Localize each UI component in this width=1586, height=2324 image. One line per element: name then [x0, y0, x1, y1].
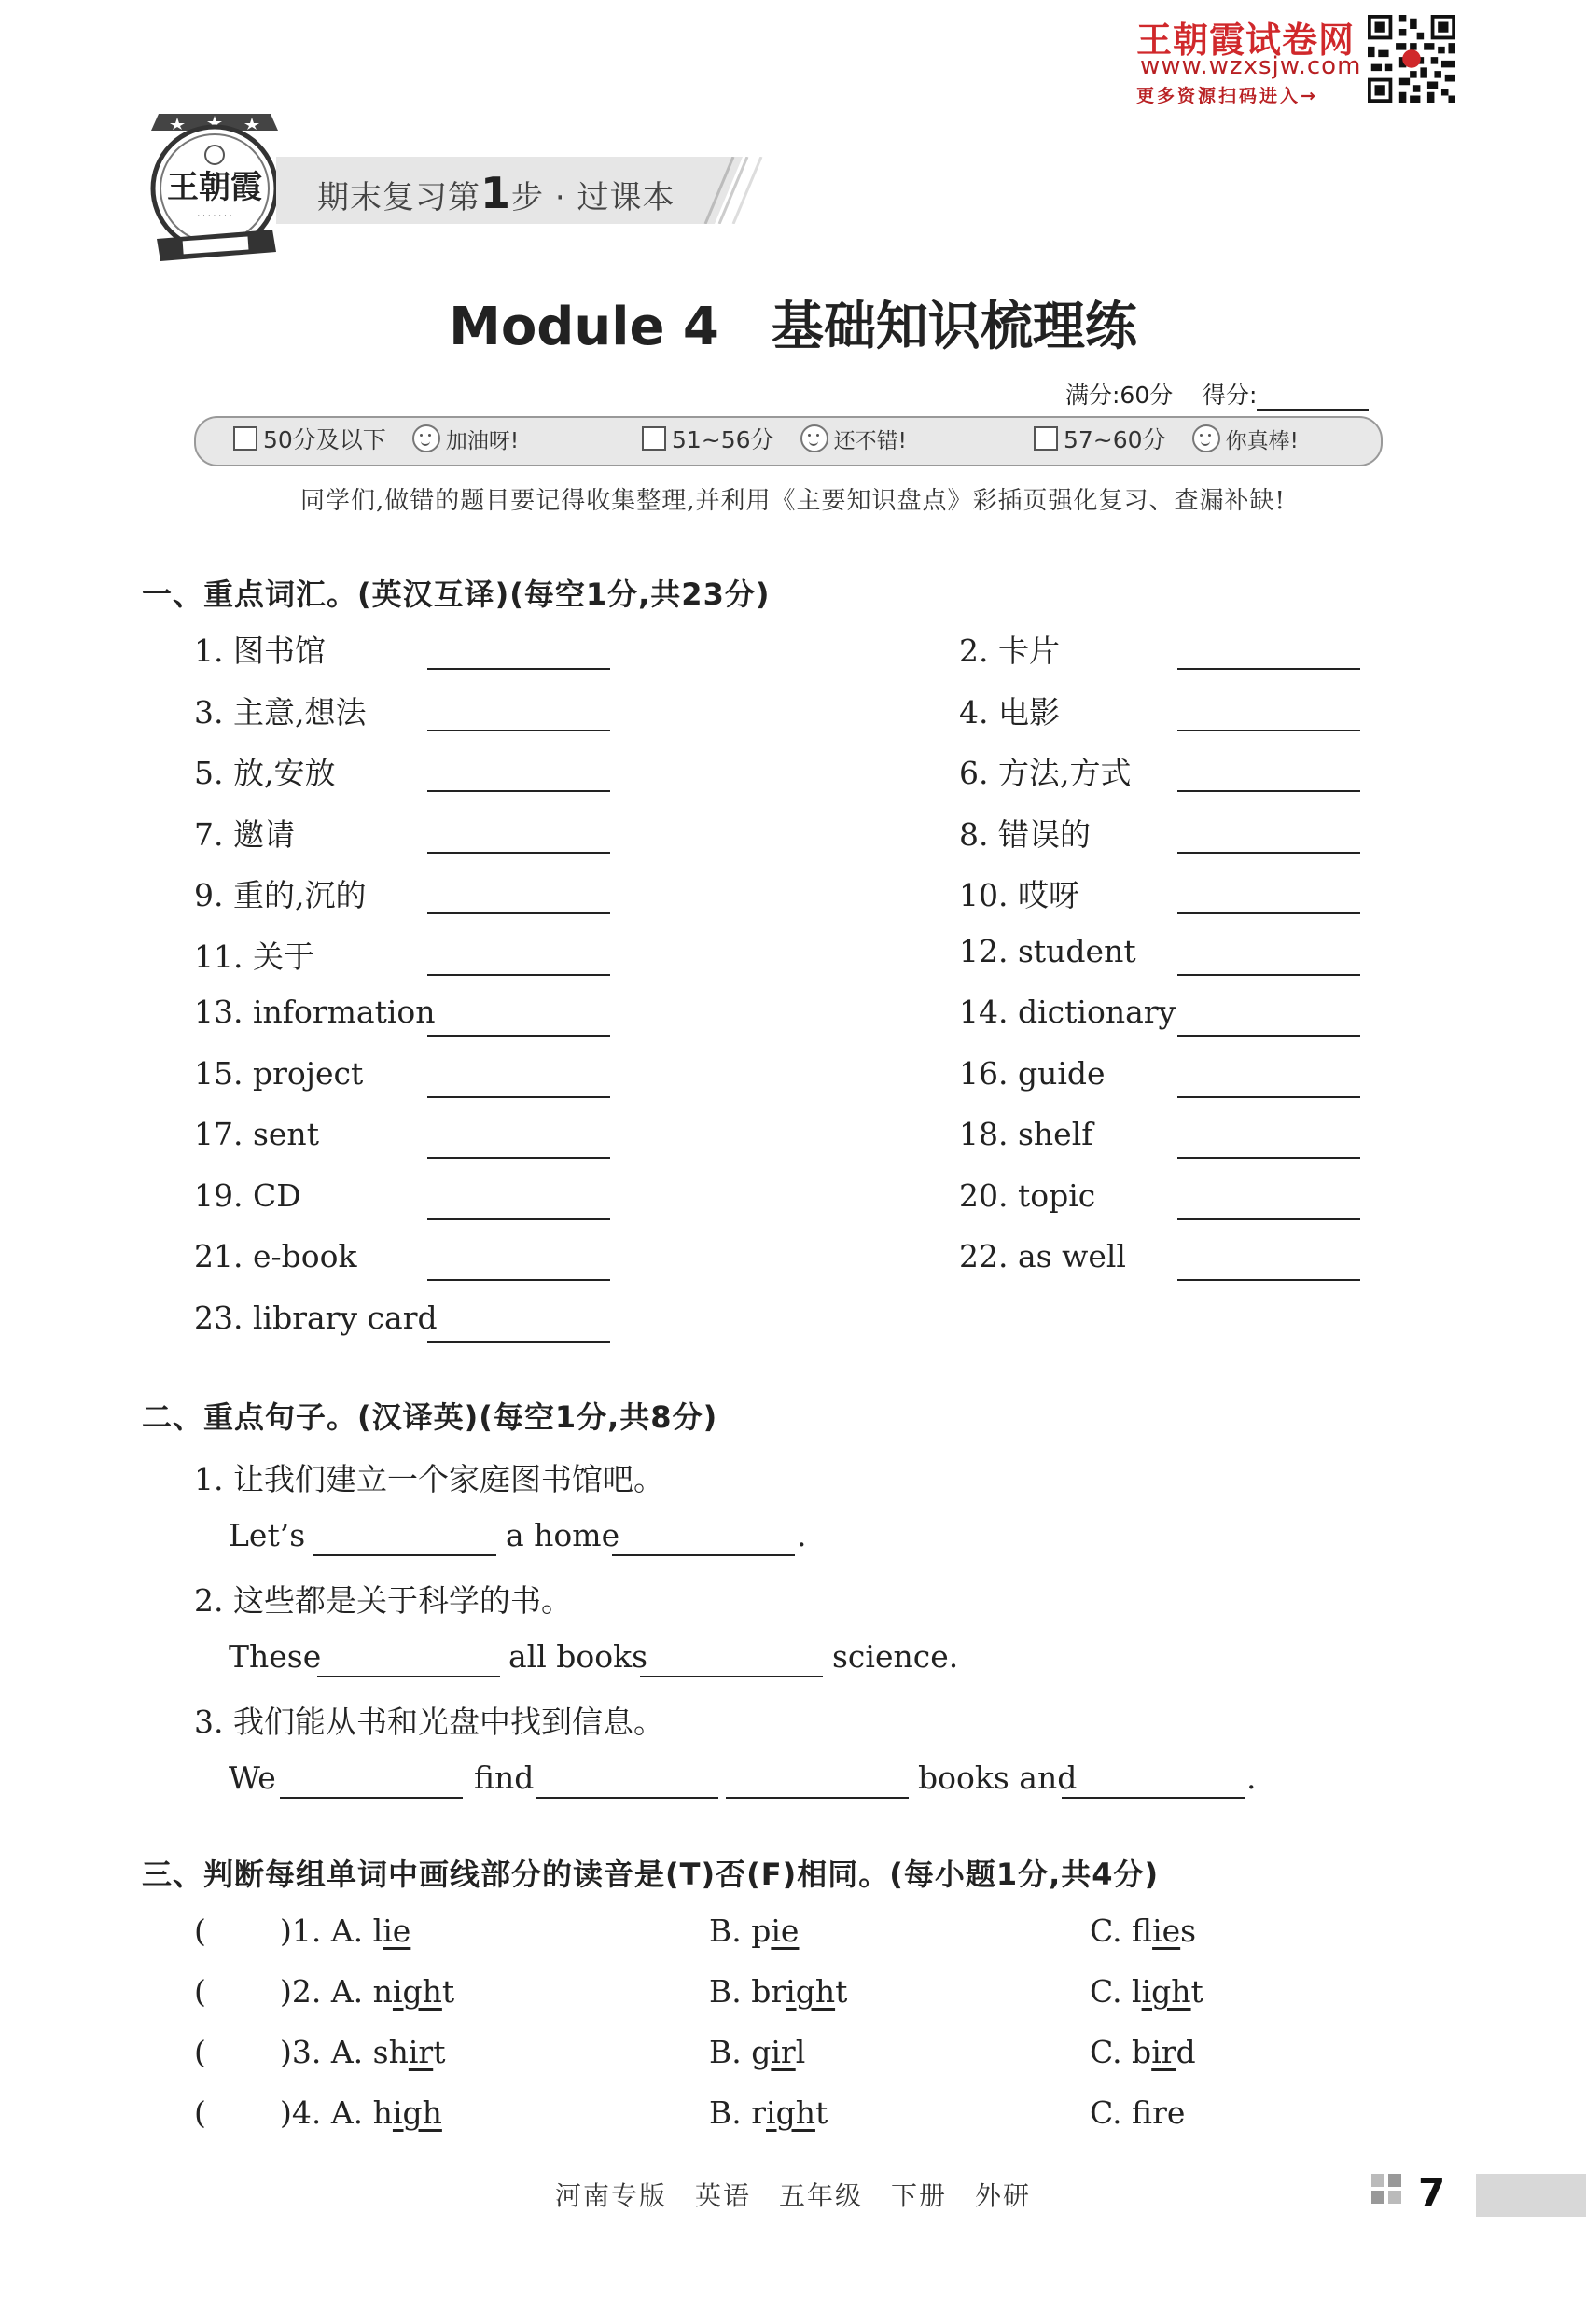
grade-option-3[interactable] — [1034, 422, 1299, 455]
word-option-c — [1090, 2034, 1196, 2070]
sentence-1-word: Let’s — [229, 1517, 306, 1553]
word-part: ir — [771, 2034, 796, 2070]
answer-blank[interactable] — [1177, 1096, 1360, 1098]
banner-post: 步 · 过课本 — [511, 179, 675, 216]
answer-blank[interactable] — [1177, 1035, 1360, 1037]
decor-square — [1388, 2191, 1401, 2204]
word-part: )3. A. — [280, 2034, 373, 2070]
vocab-item: 20. topic — [959, 1176, 1096, 1214]
vocab-item: 22. as well — [959, 1238, 1126, 1274]
word-part: t — [835, 1973, 848, 2010]
word-part: ir — [1151, 2034, 1176, 2070]
word-part: t — [814, 2094, 828, 2131]
word-part: )1. A. — [280, 1913, 373, 1949]
answer-blank[interactable] — [1177, 1279, 1360, 1281]
page-number-bar — [1476, 2174, 1586, 2217]
answer-blank[interactable] — [536, 1797, 718, 1799]
word-part: d — [1176, 2034, 1196, 2070]
answer-blank[interactable] — [1062, 1797, 1245, 1799]
logo-name: 王朝霞 — [167, 169, 262, 206]
sentence-3-word: find — [474, 1760, 535, 1796]
vocab-item: 17. sent — [194, 1116, 319, 1152]
word-part: igh — [786, 1973, 836, 2010]
vocab-item: 1. 图书馆 — [194, 633, 326, 669]
vocab-item: 23. library card — [194, 1299, 438, 1336]
sentence-3-word: books and — [918, 1760, 1078, 1796]
answer-blank[interactable] — [1177, 852, 1360, 854]
word-part: t — [433, 2034, 446, 2070]
vocab-item: 11. 关于 — [194, 938, 314, 975]
word-option-a — [280, 1913, 410, 1949]
vocab-item: 15. project — [194, 1054, 364, 1092]
section-1-heading: 一、重点词汇。(英汉互译)(每空1分,共23分) — [142, 577, 771, 612]
answer-blank[interactable] — [427, 852, 610, 854]
word-part: l — [372, 1913, 383, 1949]
answer-blank[interactable] — [427, 912, 610, 914]
answer-blank[interactable] — [427, 730, 610, 731]
word-part: t — [1190, 1973, 1203, 2010]
vocab-item: 4. 电影 — [959, 693, 1060, 731]
word-option-b — [709, 2094, 828, 2131]
vocab-item: 5. 放,安放 — [194, 755, 336, 791]
word-part: C. l — [1090, 1973, 1142, 2010]
answer-blank[interactable] — [427, 790, 610, 792]
decor-square — [1371, 2191, 1384, 2204]
answer-blank[interactable] — [1177, 974, 1360, 976]
section-2-heading: 二、重点句子。(汉译英)(每空1分,共8分) — [142, 1399, 718, 1435]
brand-title: 王朝霞试卷网 — [1136, 20, 1356, 61]
grade-range: 51~56分 — [672, 426, 774, 453]
checkbox[interactable] — [1034, 426, 1058, 451]
banner-pre: 期末复习第 — [317, 179, 480, 216]
answer-blank[interactable] — [427, 1035, 610, 1037]
page-title: Module 4 基础知识梳理练 — [449, 297, 1137, 357]
word-option-b — [709, 2034, 805, 2070]
grade-option-1[interactable] — [233, 422, 519, 455]
word-option-c — [1090, 2094, 1185, 2131]
word-part: ie — [1152, 1913, 1181, 1949]
smiley-icon — [1192, 424, 1220, 452]
sentence-1-word: . — [797, 1517, 807, 1553]
answer-bracket-open[interactable]: ( — [194, 1913, 206, 1949]
vocab-item: 6. 方法,方式 — [959, 755, 1132, 791]
decor-square — [1388, 2174, 1401, 2187]
answer-blank[interactable] — [427, 668, 610, 670]
grade-range: 50分及以下 — [263, 426, 386, 453]
vocab-item: 13. information — [194, 994, 436, 1030]
banner-text — [317, 168, 675, 218]
score-blank[interactable] — [1257, 386, 1369, 411]
answer-blank[interactable] — [1177, 730, 1360, 731]
word-part: s — [1180, 1913, 1197, 1949]
word-option-a — [280, 2094, 442, 2131]
answer-blank[interactable] — [427, 1218, 610, 1220]
word-part: ie — [771, 1913, 800, 1949]
answer-blank[interactable] — [612, 1554, 795, 1556]
answer-blank[interactable] — [427, 1096, 610, 1098]
decor-square — [1371, 2174, 1384, 2187]
word-part: B. br — [709, 1973, 786, 2010]
vocab-item: 16. guide — [959, 1054, 1106, 1092]
word-part: )2. A. — [280, 1973, 373, 2010]
sentence-2-word: science. — [832, 1638, 959, 1675]
svg-text:· · · · · · ·: · · · · · · · — [197, 212, 232, 221]
word-part: B. r — [709, 2094, 767, 2131]
word-part: re — [1152, 2094, 1186, 2131]
word-part: C. fl — [1090, 1913, 1153, 1949]
word-part: igh — [1141, 1973, 1191, 2010]
word-part: ir — [408, 2034, 434, 2070]
answer-blank[interactable] — [427, 974, 610, 976]
checkbox[interactable] — [233, 426, 257, 451]
word-part: igh — [392, 2094, 442, 2131]
word-part: igh — [766, 2094, 815, 2131]
sentence-1-word: a home — [506, 1517, 620, 1553]
sentence-2-chinese: 2. 这些都是关于科学的书。 — [194, 1582, 572, 1619]
vocab-item: 8. 错误的 — [959, 815, 1091, 853]
smiley-icon — [800, 424, 828, 452]
sentence-2-word: These — [229, 1638, 322, 1675]
grade-option-2[interactable] — [642, 422, 907, 455]
answer-bracket-open[interactable]: ( — [194, 2034, 206, 2070]
word-part: B. p — [709, 1913, 772, 1949]
word-option-b — [709, 1913, 799, 1949]
vocab-item: 3. 主意,想法 — [194, 693, 367, 731]
vocab-item: 12. student — [959, 932, 1136, 969]
word-part: sh — [372, 2034, 409, 2070]
answer-bracket-open[interactable]: ( — [194, 1973, 206, 2010]
answer-blank[interactable] — [1177, 668, 1360, 670]
answer-blank[interactable] — [427, 1341, 610, 1343]
answer-bracket-open[interactable]: ( — [194, 2094, 206, 2131]
answer-blank[interactable] — [1177, 1157, 1360, 1159]
footer-edition: 河南专版 英语 五年级 下册 外研 — [554, 2180, 1031, 2211]
answer-blank[interactable] — [313, 1554, 496, 1556]
full-score: 满分:60分 — [1065, 382, 1174, 409]
vocab-item: 18. shelf — [959, 1116, 1093, 1152]
word-option-c — [1090, 1913, 1196, 1949]
answer-blank[interactable] — [280, 1797, 463, 1799]
wangzhaoxia-logo — [140, 103, 289, 271]
answer-blank[interactable] — [427, 1157, 610, 1159]
brand-url[interactable]: www.wzxsjw.com — [1140, 52, 1362, 80]
grade-comment: 还不错! — [833, 428, 907, 453]
word-part: igh — [392, 1973, 442, 2010]
word-option-a — [280, 2034, 445, 2070]
answer-blank[interactable] — [317, 1676, 500, 1677]
section-3-heading: 三、判断每组单词中画线部分的读音是(T)否(F)相同。(每小题1分,共4分) — [142, 1857, 1160, 1892]
vocab-item: 7. 邀请 — [194, 815, 295, 853]
word-option-b — [709, 1973, 847, 2010]
grade-range: 57~60分 — [1064, 426, 1166, 453]
word-part: C. b — [1090, 2034, 1152, 2070]
sentence-2-word: all books — [508, 1638, 648, 1675]
sentence-3-word: We — [229, 1760, 276, 1796]
brand-subtitle: 更多资源扫码进入→ — [1136, 86, 1318, 106]
smiley-icon — [412, 424, 440, 452]
sentence-3-word: . — [1246, 1760, 1257, 1796]
vocab-item: 2. 卡片 — [959, 633, 1060, 669]
sentence-1-chinese: 1. 让我们建立一个家庭图书馆吧。 — [194, 1461, 664, 1497]
banner-step: 1 — [480, 168, 512, 218]
page-number: 7 — [1418, 2170, 1446, 2216]
answer-blank[interactable] — [726, 1797, 909, 1799]
answer-blank[interactable] — [1177, 790, 1360, 792]
word-part: n — [372, 1973, 393, 2010]
word-part: h — [372, 2094, 393, 2131]
checkbox[interactable] — [642, 426, 666, 451]
vocab-item: 19. CD — [194, 1176, 301, 1214]
answer-blank[interactable] — [640, 1676, 823, 1677]
word-part: ie — [383, 1913, 411, 1949]
vocab-item: 21. e-book — [194, 1238, 357, 1274]
answer-blank[interactable] — [1177, 1218, 1360, 1220]
word-part: C. f — [1090, 2094, 1153, 2131]
vocab-item: 14. dictionary — [959, 994, 1176, 1030]
vocab-item: 9. 重的,沉的 — [194, 877, 367, 913]
score-line — [1065, 377, 1369, 411]
answer-blank[interactable] — [427, 1279, 610, 1281]
score-label: 得分: — [1203, 382, 1258, 409]
word-part: t — [441, 1973, 455, 2010]
grade-comment: 你真棒! — [1225, 428, 1299, 453]
word-part: B. g — [709, 2034, 772, 2070]
word-option-c — [1090, 1973, 1203, 2010]
grade-comment: 加油呀! — [445, 428, 520, 453]
tip-text: 同学们,做错的题目要记得收集整理,并利用《主要知识盘点》彩插页强化复习、查漏补缺! — [300, 487, 1286, 515]
word-option-a — [280, 1973, 454, 2010]
sentence-3-chinese: 3. 我们能从书和光盘中找到信息。 — [194, 1704, 664, 1740]
word-part: )4. A. — [280, 2094, 373, 2131]
answer-blank[interactable] — [1177, 912, 1360, 914]
word-part: l — [795, 2034, 806, 2070]
vocab-item: 10. 哎呀 — [959, 877, 1079, 913]
qr-code-icon[interactable] — [1368, 15, 1455, 103]
